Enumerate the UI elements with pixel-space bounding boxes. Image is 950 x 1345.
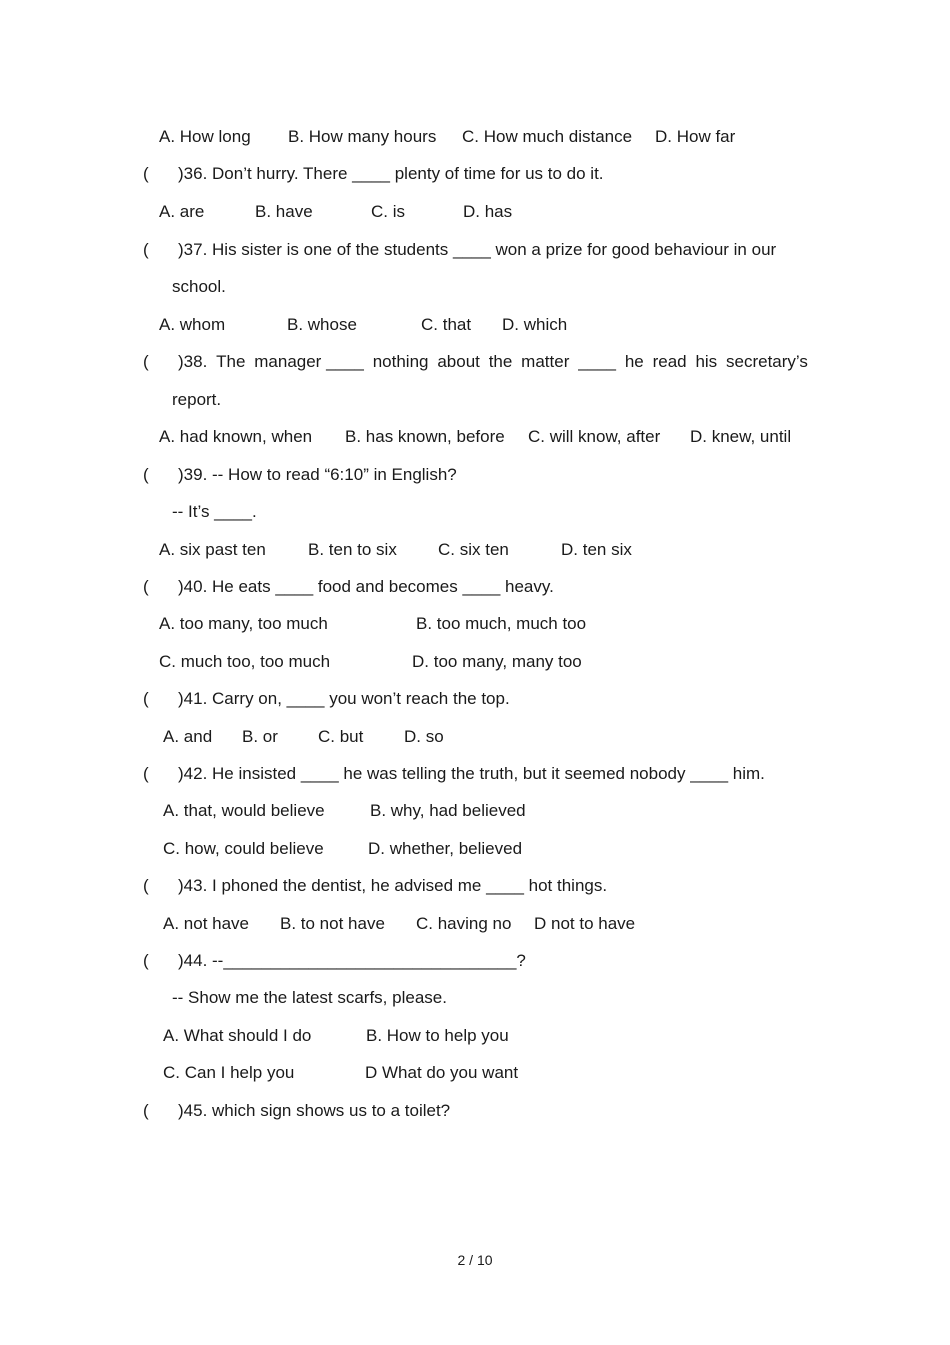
answer-paren: (: [143, 1101, 149, 1120]
option-b: B. whose: [287, 315, 357, 334]
option-c: C. much too, too much: [159, 652, 331, 671]
word: ____: [578, 352, 617, 371]
option-b: B. or: [242, 727, 278, 746]
option-d: D. too many, many too: [412, 652, 582, 671]
option-b: B. why, had believed: [370, 801, 526, 820]
option-b: B. have: [255, 202, 313, 221]
option-c: C. but: [318, 727, 364, 746]
option-a: A. How long: [159, 127, 251, 146]
option-c: C. that: [421, 315, 472, 334]
option-c: C. how, could believe: [163, 839, 324, 858]
option-c: C. Can I help you: [163, 1063, 295, 1082]
word: the: [488, 352, 513, 371]
option-c: C. having no: [416, 914, 512, 933]
option-d: D. has: [463, 202, 513, 221]
word: secretary’s: [726, 352, 808, 371]
option-a: A. that, would believe: [163, 801, 325, 820]
answer-paren: (: [143, 465, 149, 484]
word: nothing: [372, 352, 429, 371]
word: matter: [521, 352, 570, 371]
answer-paren: (: [143, 577, 149, 596]
word: The: [216, 352, 246, 371]
option-a: A. too many, too much: [159, 614, 328, 633]
option-c: C. six ten: [438, 540, 509, 559]
question-text: )43. I phoned the dentist, he advised me ____ hot things.: [178, 876, 608, 895]
option-a: A. whom: [159, 315, 226, 334]
option-b: B. How to help you: [366, 1026, 509, 1045]
answer-paren: (: [143, 951, 149, 970]
word: manager ____: [254, 352, 364, 371]
word: he: [624, 352, 644, 371]
option-a: A. six past ten: [159, 540, 266, 559]
option-a: A. had known, when: [159, 427, 313, 446]
option-d: D. How far: [655, 127, 736, 146]
word: about: [437, 352, 480, 371]
word: )38.: [178, 352, 208, 371]
option-b: B. to not have: [280, 914, 385, 933]
option-d: D. whether, believed: [368, 839, 523, 858]
option-c: C. will know, after: [528, 427, 661, 446]
question-text-continued: school.: [172, 277, 226, 296]
question-text: )41. Carry on, ____ you won’t reach the top.: [178, 689, 510, 708]
question-text-continued: report.: [172, 390, 222, 409]
option-a: A. and: [163, 727, 213, 746]
question-text: [178, 352, 808, 372]
answer-paren: (: [143, 764, 149, 783]
option-b: B. ten to six: [308, 540, 397, 559]
option-c: C. is: [371, 202, 405, 221]
option-a: A. not have: [163, 914, 250, 933]
word: his: [695, 352, 718, 371]
option-b: B. too much, much too: [416, 614, 587, 633]
question-text: )40. He eats ____ food and becomes ____ heavy.: [178, 577, 554, 596]
option-a: A. are: [159, 202, 205, 221]
question-text: )39. -- How to read “6:10” in English?: [178, 465, 457, 484]
question-text: )37. His sister is one of the students ____ won a prize for good behaviour in our: [178, 240, 777, 259]
question-text: )45. which sign shows us to a toilet?: [178, 1101, 451, 1120]
answer-paren: (: [143, 876, 149, 895]
answer-paren: (: [143, 240, 149, 259]
question-text: )42. He insisted ____ he was telling the truth, but it seemed nobody ____ him.: [178, 764, 765, 783]
answer-paren: (: [143, 164, 149, 183]
option-c: C. How much distance: [462, 127, 633, 146]
option-d: D. knew, until: [690, 427, 792, 446]
question-text-continued: -- It’s ____.: [172, 502, 257, 521]
question-text: )44. --_______________________________?: [178, 951, 526, 970]
word: read: [652, 352, 687, 371]
option-b: B. How many hours: [288, 127, 437, 146]
page-number: 2 / 10: [457, 1252, 493, 1268]
option-d: D. so: [404, 727, 444, 746]
question-text-continued: -- Show me the latest scarfs, please.: [172, 988, 447, 1007]
question-text: )36. Don’t hurry. There ____ plenty of time for us to do it.: [178, 164, 604, 183]
option-b: B. has known, before: [345, 427, 505, 446]
option-d: D not to have: [534, 914, 636, 933]
option-d: D. ten six: [561, 540, 632, 559]
answer-paren: (: [143, 352, 149, 371]
option-a: A. What should I do: [163, 1026, 312, 1045]
option-d: D What do you want: [365, 1063, 519, 1082]
option-d: D. which: [502, 315, 568, 334]
answer-paren: (: [143, 689, 149, 708]
